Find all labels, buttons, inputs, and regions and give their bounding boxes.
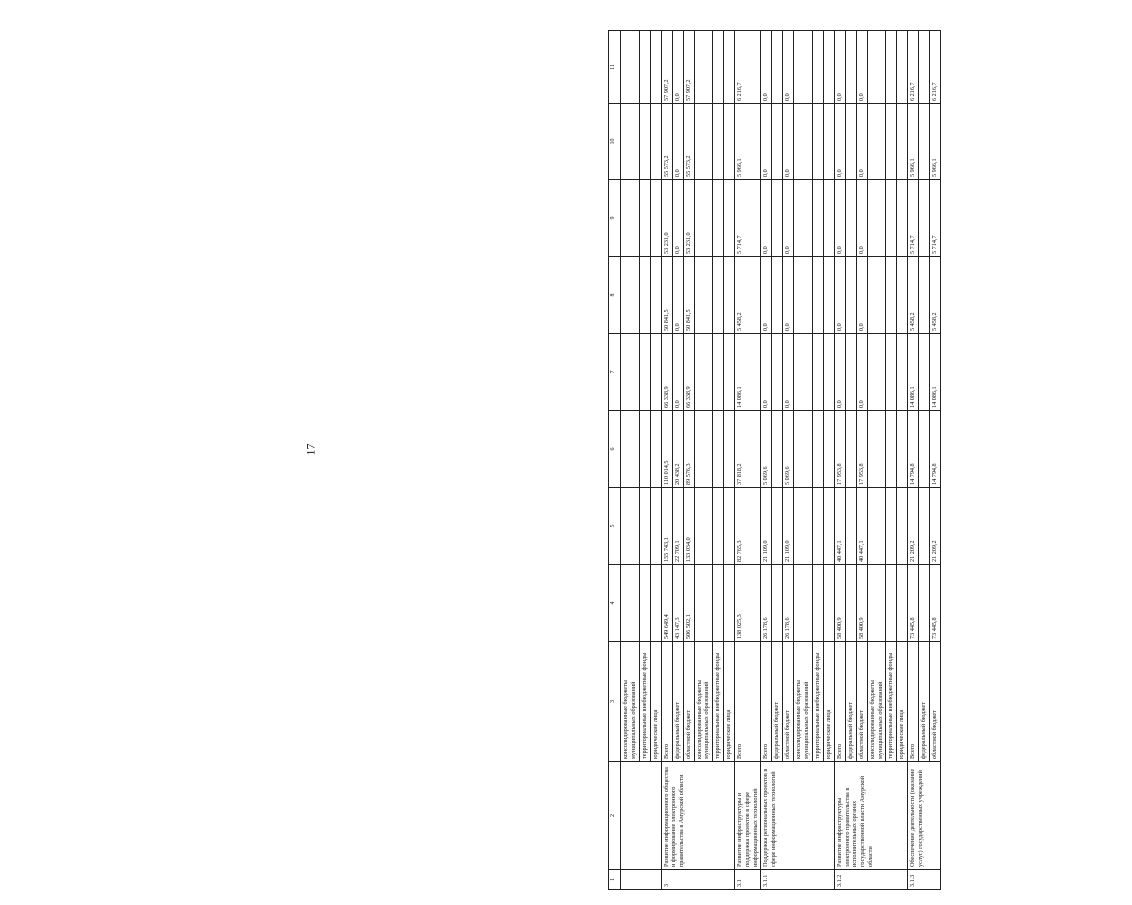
- row-code: 3.1.1: [761, 870, 835, 890]
- value-cell: [772, 180, 783, 257]
- value-cell: [886, 104, 897, 180]
- value-cell: [823, 31, 834, 104]
- column-header: 3: [609, 642, 621, 762]
- value-cell: 0,0: [761, 180, 772, 257]
- value-cell: [897, 257, 908, 334]
- value-cell: 138 025,3: [735, 565, 761, 642]
- value-cell: 6 216,7: [735, 31, 761, 104]
- value-cell: 73 445,8: [930, 565, 941, 642]
- table-row: [867, 31, 886, 890]
- value-cell: 21 109,0: [783, 488, 794, 565]
- funding-source: консолидированные бюджеты муниципальных образований: [867, 642, 886, 762]
- value-cell: [919, 334, 930, 411]
- value-cell: 5 714,7: [735, 180, 761, 257]
- value-cell: [794, 180, 813, 257]
- value-cell: [650, 257, 661, 334]
- value-cell: 66 338,9: [661, 334, 672, 411]
- value-cell: [812, 334, 823, 411]
- row-name: Развитие инфраструктуры электронного правительства в исполнительных органах государственной власти Амурской области: [834, 762, 908, 870]
- header-row: [609, 31, 621, 890]
- funding-source: Всего: [661, 642, 672, 762]
- value-cell: [845, 488, 856, 565]
- row-code: 3.1.3: [908, 870, 941, 890]
- value-cell: [713, 31, 724, 104]
- value-cell: 40 447,1: [856, 488, 867, 565]
- value-cell: [639, 488, 650, 565]
- column-header: 10: [609, 104, 621, 180]
- table-row: [919, 31, 930, 890]
- value-cell: [845, 104, 856, 180]
- value-cell: 0,0: [672, 31, 683, 104]
- value-cell: [823, 104, 834, 180]
- value-cell: 5 458,2: [735, 257, 761, 334]
- value-cell: 0,0: [856, 334, 867, 411]
- value-cell: 506 502,1: [683, 565, 694, 642]
- value-cell: [650, 31, 661, 104]
- value-cell: [724, 180, 735, 257]
- value-cell: 0,0: [834, 31, 845, 104]
- value-cell: [694, 488, 713, 565]
- value-cell: [621, 257, 640, 334]
- column-header: 6: [609, 411, 621, 488]
- value-cell: [823, 565, 834, 642]
- value-cell: 5 458,2: [908, 257, 919, 334]
- value-cell: [845, 180, 856, 257]
- value-cell: [772, 565, 783, 642]
- value-cell: [886, 488, 897, 565]
- row-code: [621, 870, 662, 890]
- value-cell: [694, 334, 713, 411]
- value-cell: 50 841,5: [661, 257, 672, 334]
- table-row: [735, 31, 761, 890]
- value-cell: [886, 334, 897, 411]
- value-cell: [694, 411, 713, 488]
- value-cell: [919, 31, 930, 104]
- funding-source: юридические лица: [724, 642, 735, 762]
- funding-source: Всего: [834, 642, 845, 762]
- value-cell: 53 231,0: [661, 180, 672, 257]
- value-cell: [867, 411, 886, 488]
- value-cell: 6 216,7: [930, 31, 941, 104]
- funding-source: территориальные внебюджетные фонды: [639, 642, 650, 762]
- value-cell: 0,0: [834, 257, 845, 334]
- column-header: 4: [609, 565, 621, 642]
- value-cell: 0,0: [672, 257, 683, 334]
- value-cell: [713, 180, 724, 257]
- table-row: [672, 31, 683, 890]
- value-cell: 58 400,9: [856, 565, 867, 642]
- value-cell: [772, 334, 783, 411]
- value-cell: [724, 334, 735, 411]
- value-cell: [639, 257, 650, 334]
- value-cell: 6 216,7: [908, 31, 919, 104]
- value-cell: [694, 565, 713, 642]
- value-cell: 0,0: [783, 180, 794, 257]
- value-cell: [886, 257, 897, 334]
- column-header: 7: [609, 334, 621, 411]
- value-cell: 5 966,1: [735, 104, 761, 180]
- value-cell: 17 953,8: [834, 411, 845, 488]
- funding-source: областной бюджет: [856, 642, 867, 762]
- value-cell: [845, 334, 856, 411]
- row-name: [621, 762, 662, 870]
- funding-source: Всего: [761, 642, 772, 762]
- funding-source: юридические лица: [650, 642, 661, 762]
- value-cell: 20 438,2: [672, 411, 683, 488]
- value-cell: [897, 180, 908, 257]
- value-cell: 43 147,3: [672, 565, 683, 642]
- value-cell: [919, 180, 930, 257]
- value-cell: [772, 31, 783, 104]
- value-cell: 0,0: [834, 334, 845, 411]
- funding-source: областной бюджет: [683, 642, 694, 762]
- value-cell: [713, 334, 724, 411]
- value-cell: [867, 180, 886, 257]
- row-code: 3.1: [735, 870, 761, 890]
- table-row: [856, 31, 867, 890]
- value-cell: [823, 180, 834, 257]
- value-cell: [713, 257, 724, 334]
- value-cell: 0,0: [761, 257, 772, 334]
- value-cell: 50 841,5: [683, 257, 694, 334]
- table-row: [621, 31, 640, 890]
- value-cell: 73 445,8: [908, 565, 919, 642]
- value-cell: [639, 104, 650, 180]
- value-cell: 0,0: [856, 257, 867, 334]
- funding-source: областной бюджет: [930, 642, 941, 762]
- value-cell: [897, 31, 908, 104]
- column-header: 11: [609, 31, 621, 104]
- value-cell: 0,0: [672, 334, 683, 411]
- value-cell: [724, 488, 735, 565]
- value-cell: 0,0: [856, 180, 867, 257]
- value-cell: [713, 411, 724, 488]
- value-cell: [639, 565, 650, 642]
- value-cell: [812, 257, 823, 334]
- value-cell: [724, 104, 735, 180]
- table-row: [724, 31, 735, 890]
- value-cell: [639, 334, 650, 411]
- value-cell: 22 709,1: [672, 488, 683, 565]
- value-cell: 0,0: [834, 180, 845, 257]
- value-cell: [650, 488, 661, 565]
- value-cell: [621, 411, 640, 488]
- value-cell: [845, 257, 856, 334]
- value-cell: [919, 488, 930, 565]
- value-cell: 0,0: [761, 334, 772, 411]
- row-name: Развитие инфраструктуры и поддержка проектов в сфере информационных технологий: [735, 762, 761, 870]
- table-row: [823, 31, 834, 890]
- value-cell: [823, 411, 834, 488]
- column-header: 5: [609, 488, 621, 565]
- value-cell: [650, 565, 661, 642]
- value-cell: [794, 411, 813, 488]
- value-cell: [845, 31, 856, 104]
- value-cell: [794, 104, 813, 180]
- funding-source: территориальные внебюджетные фонды: [886, 642, 897, 762]
- value-cell: [919, 411, 930, 488]
- value-cell: 0,0: [856, 104, 867, 180]
- value-cell: 133 034,0: [683, 488, 694, 565]
- value-cell: 5 458,2: [930, 257, 941, 334]
- value-cell: 66 338,9: [683, 334, 694, 411]
- row-code: 3: [661, 870, 735, 890]
- value-cell: 37 818,2: [735, 411, 761, 488]
- value-cell: 5 069,6: [761, 411, 772, 488]
- value-cell: [823, 334, 834, 411]
- value-cell: 0,0: [856, 31, 867, 104]
- value-cell: [621, 334, 640, 411]
- column-header: 2: [609, 762, 621, 870]
- value-cell: [772, 411, 783, 488]
- table-row: [845, 31, 856, 890]
- value-cell: 58 400,9: [834, 565, 845, 642]
- value-cell: 26 178,6: [761, 565, 772, 642]
- value-cell: 14 086,1: [930, 334, 941, 411]
- table-row: [794, 31, 813, 890]
- value-cell: 0,0: [783, 334, 794, 411]
- funding-source: федеральный бюджет: [772, 642, 783, 762]
- value-cell: [639, 180, 650, 257]
- value-cell: [724, 31, 735, 104]
- funding-source: Всего: [735, 642, 761, 762]
- table-row: [772, 31, 783, 890]
- value-cell: [897, 334, 908, 411]
- value-cell: [650, 104, 661, 180]
- value-cell: [639, 411, 650, 488]
- value-cell: [772, 104, 783, 180]
- table-row: [639, 31, 650, 890]
- value-cell: 0,0: [761, 31, 772, 104]
- column-header: 1: [609, 870, 621, 890]
- value-cell: [812, 104, 823, 180]
- value-cell: 14 086,1: [908, 334, 919, 411]
- value-cell: [919, 104, 930, 180]
- table-row: [930, 31, 941, 890]
- value-cell: [713, 565, 724, 642]
- value-cell: 55 573,2: [661, 104, 672, 180]
- value-cell: [713, 104, 724, 180]
- funding-source: консолидированные бюджеты муниципальных образований: [694, 642, 713, 762]
- value-cell: [794, 488, 813, 565]
- value-cell: [621, 565, 640, 642]
- value-cell: [650, 334, 661, 411]
- value-cell: [772, 257, 783, 334]
- value-cell: [650, 411, 661, 488]
- value-cell: 5 069,6: [783, 411, 794, 488]
- value-cell: [724, 565, 735, 642]
- funding-source: федеральный бюджет: [919, 642, 930, 762]
- value-cell: [812, 411, 823, 488]
- value-cell: 21 209,2: [930, 488, 941, 565]
- table-row: [886, 31, 897, 890]
- value-cell: [823, 257, 834, 334]
- value-cell: [621, 488, 640, 565]
- value-cell: 110 014,5: [661, 411, 672, 488]
- value-cell: [886, 411, 897, 488]
- table-row: [783, 31, 794, 890]
- value-cell: 21 209,2: [908, 488, 919, 565]
- rotated-table-wrapper: [608, 31, 1132, 890]
- table-row: [694, 31, 713, 890]
- funding-source: консолидированные бюджеты муниципальных образований: [621, 642, 640, 762]
- value-cell: [867, 257, 886, 334]
- value-cell: [897, 104, 908, 180]
- value-cell: 17 953,8: [856, 411, 867, 488]
- value-cell: [694, 180, 713, 257]
- value-cell: [794, 31, 813, 104]
- funding-source: консолидированные бюджеты муниципальных образований: [794, 642, 813, 762]
- value-cell: [621, 180, 640, 257]
- funding-source: юридические лица: [823, 642, 834, 762]
- value-cell: [694, 257, 713, 334]
- value-cell: [823, 488, 834, 565]
- value-cell: [867, 31, 886, 104]
- value-cell: [897, 565, 908, 642]
- value-cell: 89 576,3: [683, 411, 694, 488]
- funding-source: областной бюджет: [783, 642, 794, 762]
- funding-source: территориальные внебюджетные фонды: [812, 642, 823, 762]
- value-cell: 53 231,0: [683, 180, 694, 257]
- value-cell: [867, 334, 886, 411]
- value-cell: 155 743,1: [661, 488, 672, 565]
- value-cell: [867, 104, 886, 180]
- value-cell: 0,0: [783, 257, 794, 334]
- table-row: [908, 31, 919, 890]
- value-cell: 82 765,3: [735, 488, 761, 565]
- value-cell: [886, 565, 897, 642]
- value-cell: 26 178,6: [783, 565, 794, 642]
- value-cell: 5 714,7: [930, 180, 941, 257]
- row-name: Поддержка региональных проектов в сфере информационных технологий: [761, 762, 835, 870]
- funding-source: юридические лица: [897, 642, 908, 762]
- value-cell: 57 907,2: [661, 31, 672, 104]
- table-row: [761, 31, 772, 890]
- value-cell: [650, 180, 661, 257]
- value-cell: [867, 565, 886, 642]
- table-row: [834, 31, 845, 890]
- value-cell: 5 966,1: [908, 104, 919, 180]
- value-cell: 14 794,8: [908, 411, 919, 488]
- value-cell: 5 714,7: [908, 180, 919, 257]
- value-cell: [621, 104, 640, 180]
- value-cell: [845, 411, 856, 488]
- column-header: 9: [609, 180, 621, 257]
- value-cell: [812, 180, 823, 257]
- value-cell: [794, 334, 813, 411]
- value-cell: 0,0: [834, 104, 845, 180]
- value-cell: 21 109,0: [761, 488, 772, 565]
- table-row: [713, 31, 724, 890]
- value-cell: 55 573,2: [683, 104, 694, 180]
- funding-source: федеральный бюджет: [672, 642, 683, 762]
- value-cell: [694, 104, 713, 180]
- table-row: [812, 31, 823, 890]
- row-name: Обеспечение деятельности (оказание услуг) государственных учреждений: [908, 762, 941, 870]
- funding-source: Всего: [908, 642, 919, 762]
- value-cell: 0,0: [672, 104, 683, 180]
- value-cell: [845, 565, 856, 642]
- value-cell: 0,0: [672, 180, 683, 257]
- value-cell: [724, 257, 735, 334]
- table-row: [897, 31, 908, 890]
- value-cell: 0,0: [783, 104, 794, 180]
- value-cell: [621, 31, 640, 104]
- table-row: [650, 31, 661, 890]
- value-cell: 549 649,4: [661, 565, 672, 642]
- value-cell: 5 966,1: [930, 104, 941, 180]
- value-cell: [812, 31, 823, 104]
- funding-source: федеральный бюджет: [845, 642, 856, 762]
- value-cell: [794, 257, 813, 334]
- value-cell: [886, 180, 897, 257]
- value-cell: [886, 31, 897, 104]
- value-cell: 57 907,2: [683, 31, 694, 104]
- value-cell: [713, 488, 724, 565]
- column-header: 8: [609, 257, 621, 334]
- row-code: 3.1.2: [834, 870, 908, 890]
- value-cell: [772, 488, 783, 565]
- table-row: [683, 31, 694, 890]
- value-cell: [897, 411, 908, 488]
- value-cell: [867, 488, 886, 565]
- value-cell: [919, 257, 930, 334]
- funding-source: территориальные внебюджетные фонды: [713, 642, 724, 762]
- value-cell: [812, 488, 823, 565]
- value-cell: 14 794,8: [930, 411, 941, 488]
- value-cell: [694, 31, 713, 104]
- value-cell: [919, 565, 930, 642]
- value-cell: 40 447,1: [834, 488, 845, 565]
- value-cell: [897, 488, 908, 565]
- table-row: [661, 31, 672, 890]
- page-number: 17: [303, 443, 318, 456]
- value-cell: [639, 31, 650, 104]
- value-cell: 14 086,1: [735, 334, 761, 411]
- value-cell: [724, 411, 735, 488]
- value-cell: 0,0: [761, 104, 772, 180]
- value-cell: [812, 565, 823, 642]
- value-cell: 0,0: [783, 31, 794, 104]
- table-body: [609, 31, 941, 890]
- budget-table: [608, 30, 941, 890]
- row-name: Развитие информационного общества и формирование электронного правительства в Амурской области: [661, 762, 735, 870]
- value-cell: [794, 565, 813, 642]
